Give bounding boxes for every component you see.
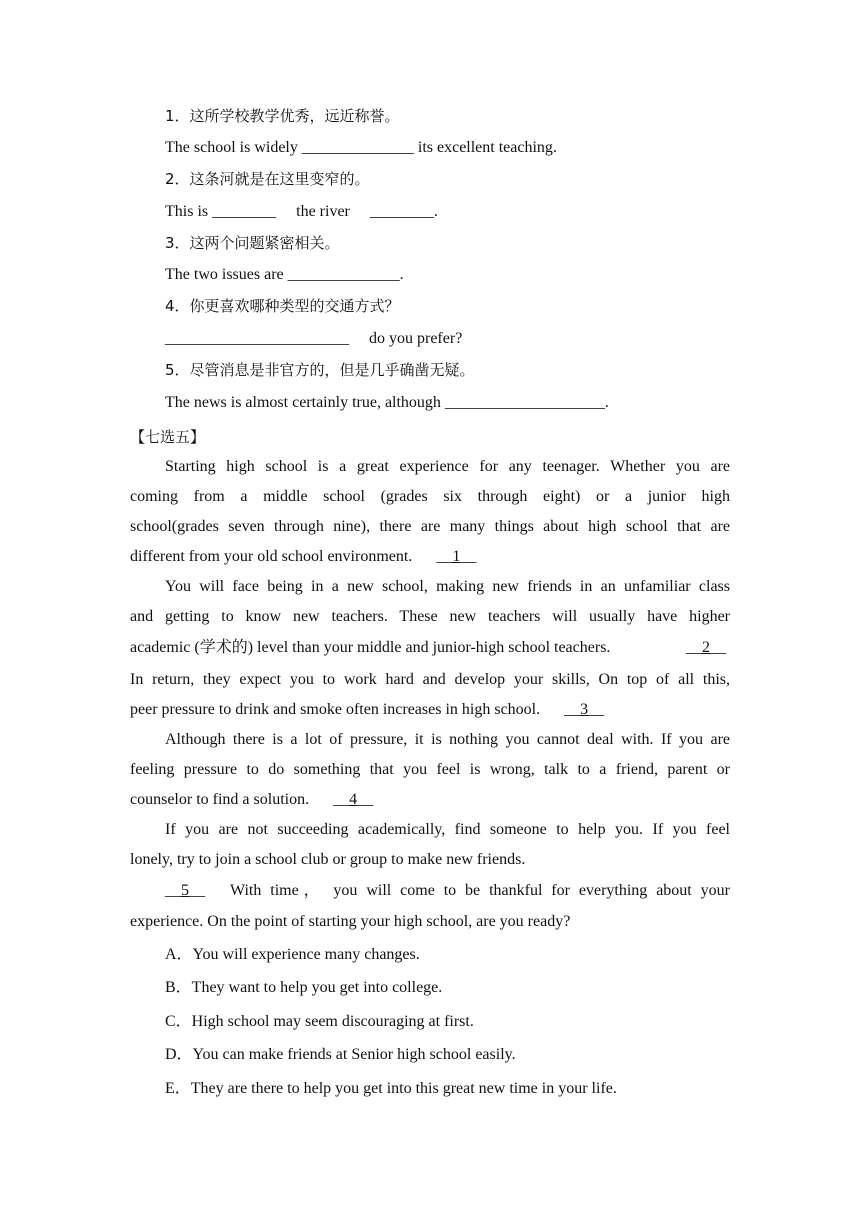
passage-p2-line5: peer pressure to drink and smoke often increases in high school. __3__ — [130, 701, 605, 718]
passage-p1-line2: coming from a middle school (grades six through eight) or a junior high — [130, 488, 730, 505]
passage-p5-line1: With time， you will come to be thankful for everything about your — [230, 882, 730, 899]
passage-p2-line3: academic (学术的) level than your middle and junior-high school teachers. — [130, 639, 611, 656]
blank-3: 3 — [580, 701, 589, 718]
q2-english: This is ________ the river ________. — [165, 203, 438, 220]
blank-5-wrap: __5__ — [165, 882, 205, 899]
q4-chinese: 4．你更喜欢哪种类型的交通方式？ — [165, 297, 400, 315]
q2-chinese: 2．这条河就是在这里变窄的。 — [165, 170, 370, 188]
passage-p4-line1: If you are not succeeding academically, find someone to help you. If you feel — [165, 821, 730, 838]
blank-5: 5 — [181, 882, 189, 899]
q3-english: The two issues are ______________. — [165, 266, 404, 283]
blank-2: 2 — [702, 639, 710, 656]
passage-p3-line1: Although there is a lot of pressure, it is nothing you cannot deal with. If you are — [165, 731, 730, 748]
option-d: D．You can make friends at Senior high school easily. — [165, 1046, 516, 1063]
q3-chinese: 3．这两个问题紧密相关。 — [165, 234, 340, 252]
passage-p1-line4: different from your old school environment. __1__ — [130, 548, 477, 565]
section-title: 【七选五】 — [130, 428, 206, 446]
passage-p5-line2: experience. On the point of starting your high school, are you ready? — [130, 913, 571, 930]
blank-2-wrap: __2__ — [686, 639, 726, 656]
passage-p4-line2: lonely, try to join a school club or group to make new friends. — [130, 851, 526, 868]
q5-english: The news is almost certainly true, although ____________________. — [165, 394, 609, 411]
blank-1: 1 — [452, 548, 461, 565]
q1-english: The school is widely ______________ its excellent teaching. — [165, 139, 557, 156]
option-c: C．High school may seem discouraging at first. — [165, 1013, 474, 1030]
option-e: E．They are there to help you get into this great new time in your life. — [165, 1080, 617, 1097]
blank-4: 4 — [349, 791, 358, 808]
passage-p1-line1: Starting high school is a great experience for any teenager. Whether you are — [165, 458, 730, 475]
passage-p2-line2: and getting to know new teachers. These new teachers will usually have higher — [130, 608, 730, 625]
passage-p3-line2: feeling pressure to do something that you feel is wrong, talk to a friend, parent or — [130, 761, 730, 778]
q4-english: _______________________ do you prefer? — [165, 330, 463, 347]
passage-p2-line1: You will face being in a new school, making new friends in an unfamiliar class — [165, 578, 730, 595]
passage-p3-line3: counselor to find a solution. __4__ — [130, 791, 374, 808]
passage-p2-line4: In return, they expect you to work hard and develop your skills, On top of all this, — [130, 671, 730, 688]
option-a: A．You will experience many changes. — [165, 946, 420, 963]
option-b: B．They want to help you get into college. — [165, 979, 443, 996]
passage-p1-line3: school(grades seven through nine), there are many things about high school that are — [130, 518, 730, 535]
q5-chinese: 5．尽管消息是非官方的，但是几乎确凿无疑。 — [165, 361, 475, 379]
q1-chinese: 1．这所学校教学优秀，远近称誉。 — [165, 107, 400, 125]
